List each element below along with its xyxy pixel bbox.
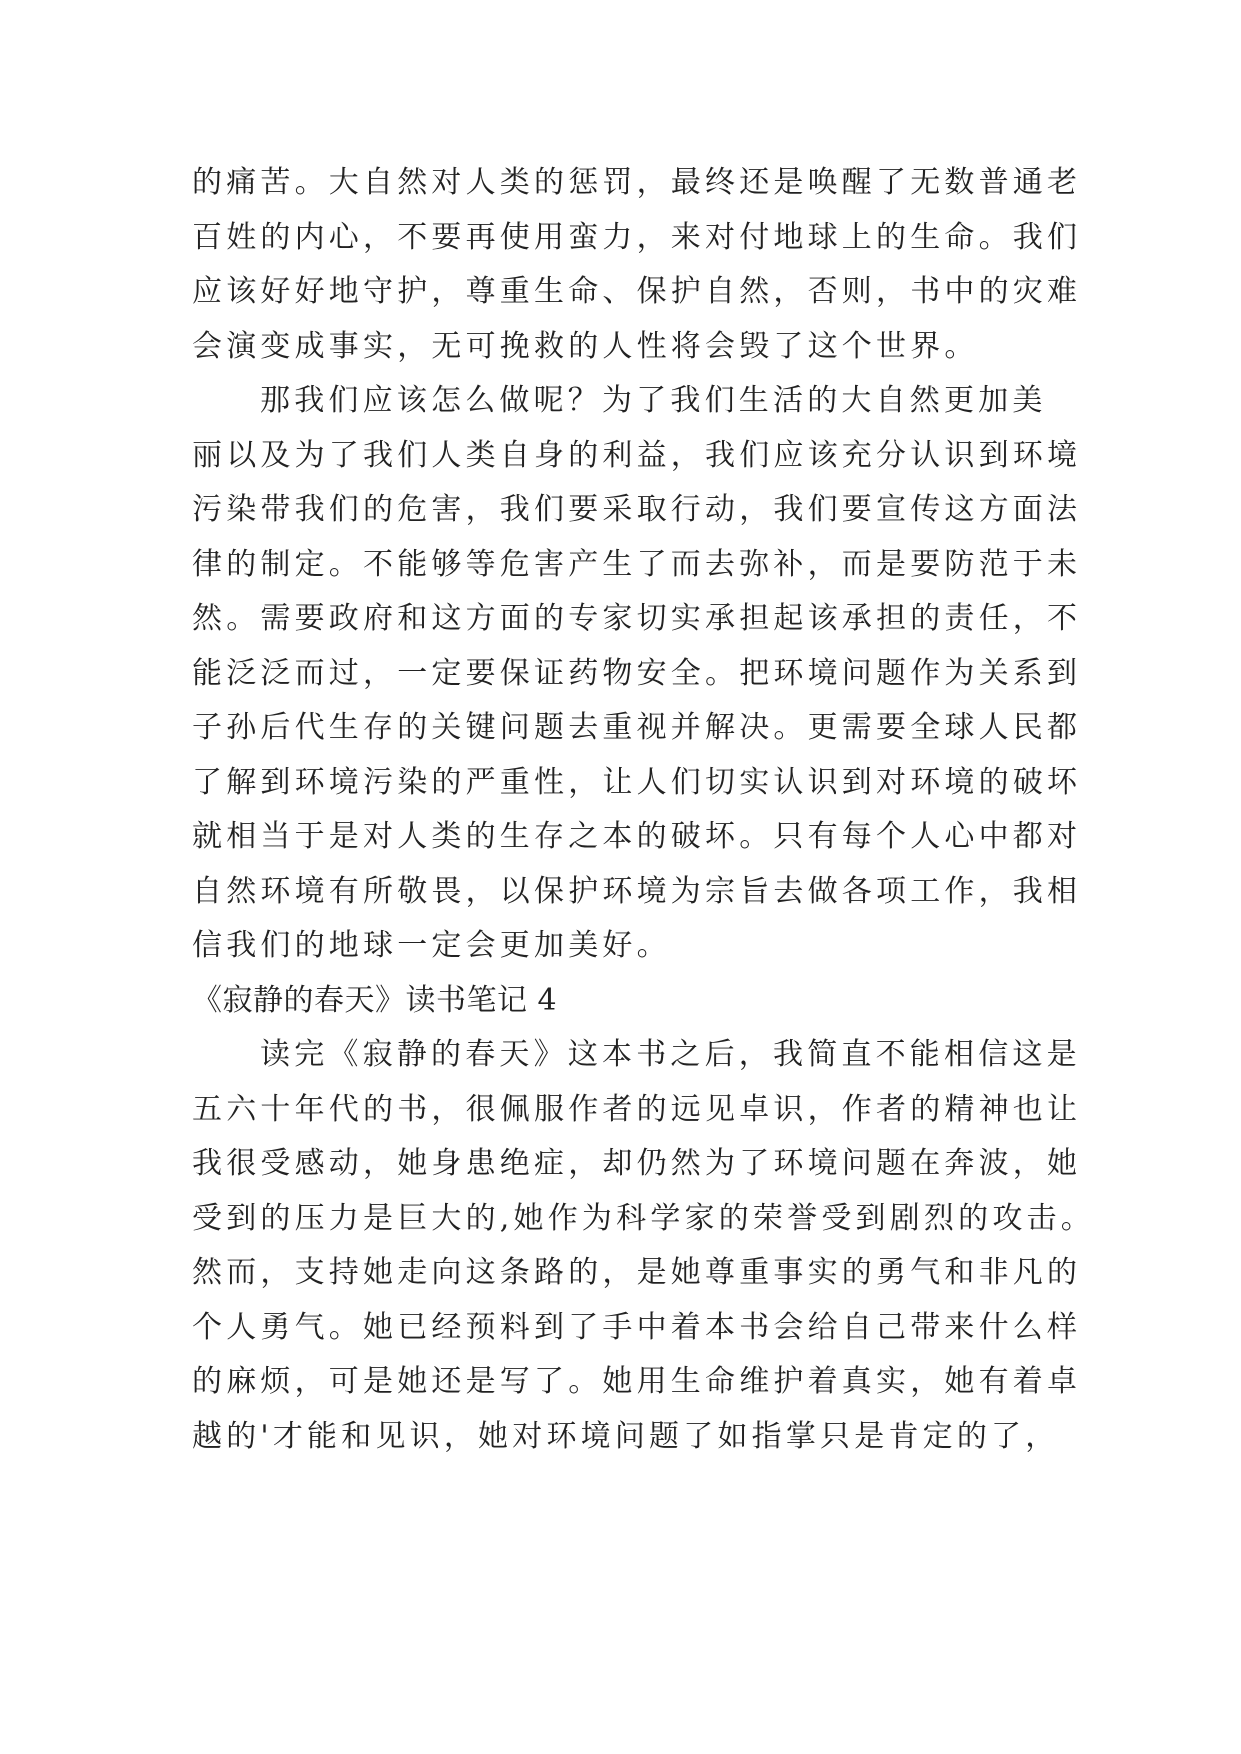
paragraph-3-line: 五六十年代的书，很佩服作者的远见卓识，作者的精神也让 — [192, 1091, 1082, 1127]
paragraph-2-line: 就相当于是对人类的生存之本的破坏。只有每个人心中都对 — [192, 819, 1082, 854]
document-body — [192, 156, 1095, 1464]
paragraph-3 — [192, 1028, 1095, 1464]
paragraph-2-line: 丽以及为了我们人类自身的利益，我们应该充分认识到环境 — [192, 437, 1082, 473]
paragraph-3-line: 个人勇气。她已经预料到了手中着本书会给自己带来什么样 — [192, 1309, 1082, 1345]
paragraph-2-line: 子孙后代生存的关键问题去重视并解决。更需要全球人民都 — [192, 710, 1082, 745]
paragraph-2-line: 信我们的地球一定会更加美好。 — [192, 928, 671, 963]
paragraph-2-line: 然。需要政府和这方面的专家切实承担起该承担的责任，不 — [192, 601, 1082, 636]
paragraph-2-line: 污染带我们的危害，我们要采取行动，我们要宣传这方面法 — [192, 492, 1082, 527]
paragraph-2-line: 律的制定。不能够等危害产生了而去弥补，而是要防范于未 — [192, 546, 1082, 582]
paragraph-2 — [192, 374, 1082, 974]
paragraph-2-line: 了解到环境污染的严重性，让人们切实认识到对环境的破坏 — [192, 764, 1082, 800]
paragraph-2-line: 自然环境有所敬畏，以保护环境为宗旨去做各项工作，我相 — [192, 873, 1082, 909]
paragraph-3-line: 我很受感动，她身患绝症，却仍然为了环境问题在奔波，她 — [192, 1146, 1082, 1181]
section-heading: 《寂静的春天》读书笔记 4 — [192, 982, 558, 1018]
paragraph-1-line: 的痛苦。大自然对人类的惩罚，最终还是唤醒了无数普通老 — [192, 165, 1082, 200]
paragraph-1-line: 百姓的内心，不要再使用蛮力，来对付地球上的生命。我们 — [192, 219, 1082, 255]
paragraph-3-line: 读完《寂静的春天》这本书之后，我简直不能相信这是 — [260, 1037, 1081, 1072]
paragraph-3-line: 然而，支持她走向这条路的，是她尊重事实的勇气和非凡的 — [192, 1255, 1082, 1290]
paragraph-3-line: 的麻烦，可是她还是写了。她用生命维护着真实，她有着卓 — [192, 1364, 1082, 1399]
paragraph-1-line: 会演变成事实，无可挽救的人性将会毁了这个世界。 — [192, 328, 979, 364]
paragraph-3-line: 受到的压力是巨大的,她作为科学家的荣誉受到剧烈的攻击。 — [192, 1200, 1095, 1236]
paragraph-2-line: 那我们应该怎么做呢？为了我们生活的大自然更加美 — [260, 383, 1047, 418]
paragraph-3-line: 越的'才能和见识，她对环境问题了如指掌只是肯定的了， — [192, 1418, 1060, 1454]
paragraph-1 — [192, 156, 1082, 374]
paragraph-1-line: 应该好好地守护，尊重生命、保护自然，否则，书中的灾难 — [192, 274, 1082, 309]
paragraph-2-line: 能泛泛而过，一定要保证药物安全。把环境问题作为关系到 — [192, 655, 1082, 691]
